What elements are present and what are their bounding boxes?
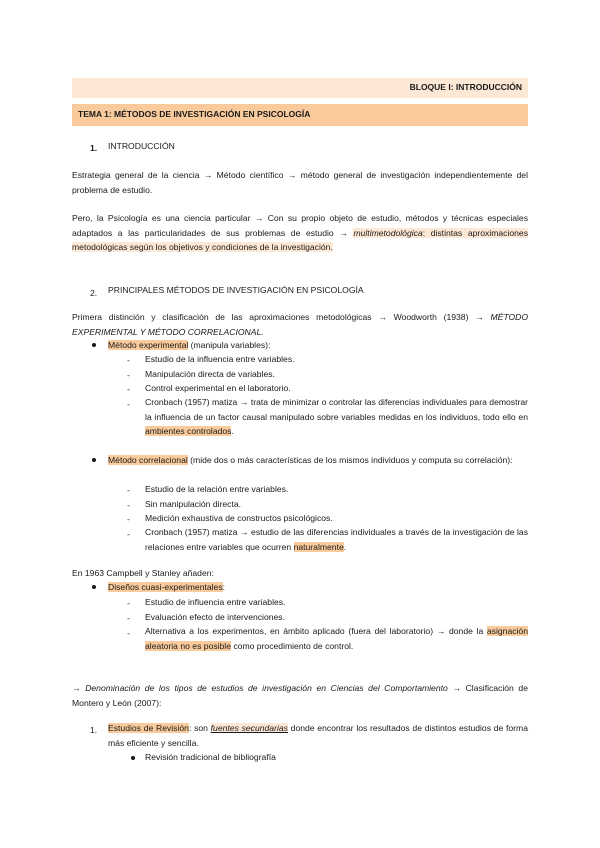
cronbach-end: .	[343, 541, 347, 552]
quasi-experimental-colon: :	[222, 582, 226, 592]
review-studies-label: Estudios de Revisión	[108, 723, 189, 733]
secondary-sources-highlight: fuentes secundarias	[210, 723, 288, 733]
p2-highlight-term: multimetodológica	[353, 227, 423, 238]
denomination-classification: Clasificación de Montero y León (2007):	[72, 683, 528, 708]
bullet-dot	[131, 756, 135, 760]
block-header-bar	[72, 78, 528, 98]
p2-text: Pero, la Psicología es una ciencia particular → Con su propio objeto de estudio, métodos y técnicas especiales adaptados a las particularidades de sus problemas de estudio →	[72, 213, 528, 238]
dash-marker: -	[127, 370, 130, 380]
dash-marker: -	[127, 613, 130, 623]
bullet-dot	[92, 458, 96, 462]
quasi-experimental-label: Diseños cuasi-experimentales	[108, 582, 223, 592]
naturally-highlight: naturalmente	[293, 541, 344, 552]
section-1-number: 1.	[90, 143, 98, 153]
review-studies-line	[108, 721, 528, 750]
dash-marker: -	[127, 485, 130, 495]
section-1-title: INTRODUCCIÓN	[108, 141, 175, 151]
denomination-italic: → Denominación de los tipos de estudios de investigación en Ciencias del Comportamiento →	[72, 683, 461, 693]
correlational-item: Estudio de la relación entre variables.	[145, 484, 289, 494]
correlational-method-line	[108, 453, 528, 468]
quasi-experimental-line	[108, 580, 225, 595]
dash-marker: -	[127, 355, 130, 365]
dash-marker: -	[127, 598, 130, 608]
experimental-method-label: Método experimental	[108, 340, 189, 350]
section-2-intro	[72, 310, 528, 339]
bullet-dot	[92, 343, 96, 347]
tema-title: TEMA 1: MÉTODOS DE INVESTIGACIÓN EN PSICOLOGÍA	[78, 109, 311, 119]
block-title: BLOQUE I: INTRODUCCIÓN	[409, 82, 522, 92]
random-assignment-highlight: asignación aleatoria no es posible	[145, 626, 528, 651]
quasi-item-alternative	[145, 624, 528, 653]
experimental-item: Manipulación directa de variables.	[145, 369, 275, 379]
correlational-method-label: Método correlacional	[108, 455, 188, 465]
correlational-method-desc: (mide dos o más características de los mismos individuos y computa su correlación):	[187, 455, 513, 465]
cronbach-end: .	[231, 426, 234, 436]
quasi-item: Estudio de influencia entre variables.	[145, 597, 286, 607]
denomination-paragraph	[72, 681, 528, 710]
experimental-method-line	[108, 338, 270, 353]
section-2-title: PRINCIPALES MÉTODOS DE INVESTIGACIÓN EN PSICOLOGÍA	[108, 285, 364, 295]
cronbach-text: Cronbach (1957) matiza → estudio de las diferencias individuales a través de la investigación de las relaciones entre variables que ocurren	[145, 527, 528, 552]
dash-marker: -	[127, 384, 130, 394]
alternative-end: como procedimiento de control.	[231, 640, 354, 651]
campbell-stanley-line: En 1963 Campbell y Stanley añaden:	[72, 568, 214, 578]
dash-marker: -	[127, 628, 130, 638]
review-sub-item: Revisión tradicional de bibliografía	[145, 752, 276, 762]
intro-text: Primera distinción y clasificación de las aproximaciones metodológicas → Woodworth (1938) →	[72, 312, 491, 322]
dash-marker: -	[127, 529, 130, 539]
section-1-paragraph-2	[72, 211, 528, 255]
experimental-item-cronbach	[145, 395, 528, 439]
experimental-item: Estudio de la influencia entre variables.	[145, 354, 295, 364]
experimental-method-desc: (manipula variables):	[188, 340, 271, 350]
review-desc: donde encontrar los resultados de distintos estudios de forma más eficiente y sencilla.	[108, 723, 528, 748]
p2-highlight-rest: : distintas aproximaciones metodológicas según los objetivos y condiciones de la investigación.	[72, 227, 529, 252]
review-number: 1.	[90, 725, 98, 735]
experimental-item: Control experimental en el laboratorio.	[145, 383, 291, 393]
alternative-text: Alternativa a los experimentos, en ámbito aplicado (fuera del laboratorio) → donde la	[145, 626, 487, 636]
intro-methods: MÉTODO EXPERIMENTAL Y MÉTODO CORRELACIONAL.	[72, 312, 528, 337]
tema-header-bar	[72, 104, 528, 126]
review-mid: : son	[188, 723, 211, 733]
dash-marker: -	[127, 500, 130, 510]
section-1-paragraph-1: Estrategia general de la ciencia → Método científico → método general de investigación independientemente del problema de estudio.	[72, 170, 528, 195]
quasi-item: Evaluación efecto de intervenciones.	[145, 612, 285, 622]
dash-marker: -	[127, 514, 130, 524]
correlational-item: Sin manipulación directa.	[145, 499, 242, 509]
bullet-dot	[92, 585, 96, 589]
dash-marker: -	[127, 399, 130, 409]
cronbach-text: Cronbach (1957) matiza → trata de minimizar o controlar las diferencias individuales para demostrar la influencia de un factor causal manipulado sobre variables medidas en los individuos, todo ello en	[145, 397, 528, 422]
correlational-item: Medición exhaustiva de constructos psicológicos.	[145, 513, 333, 523]
section-2-number: 2.	[90, 288, 98, 298]
correlational-item-cronbach	[145, 525, 528, 554]
controlled-environments-highlight: ambientes controlados	[145, 426, 232, 436]
